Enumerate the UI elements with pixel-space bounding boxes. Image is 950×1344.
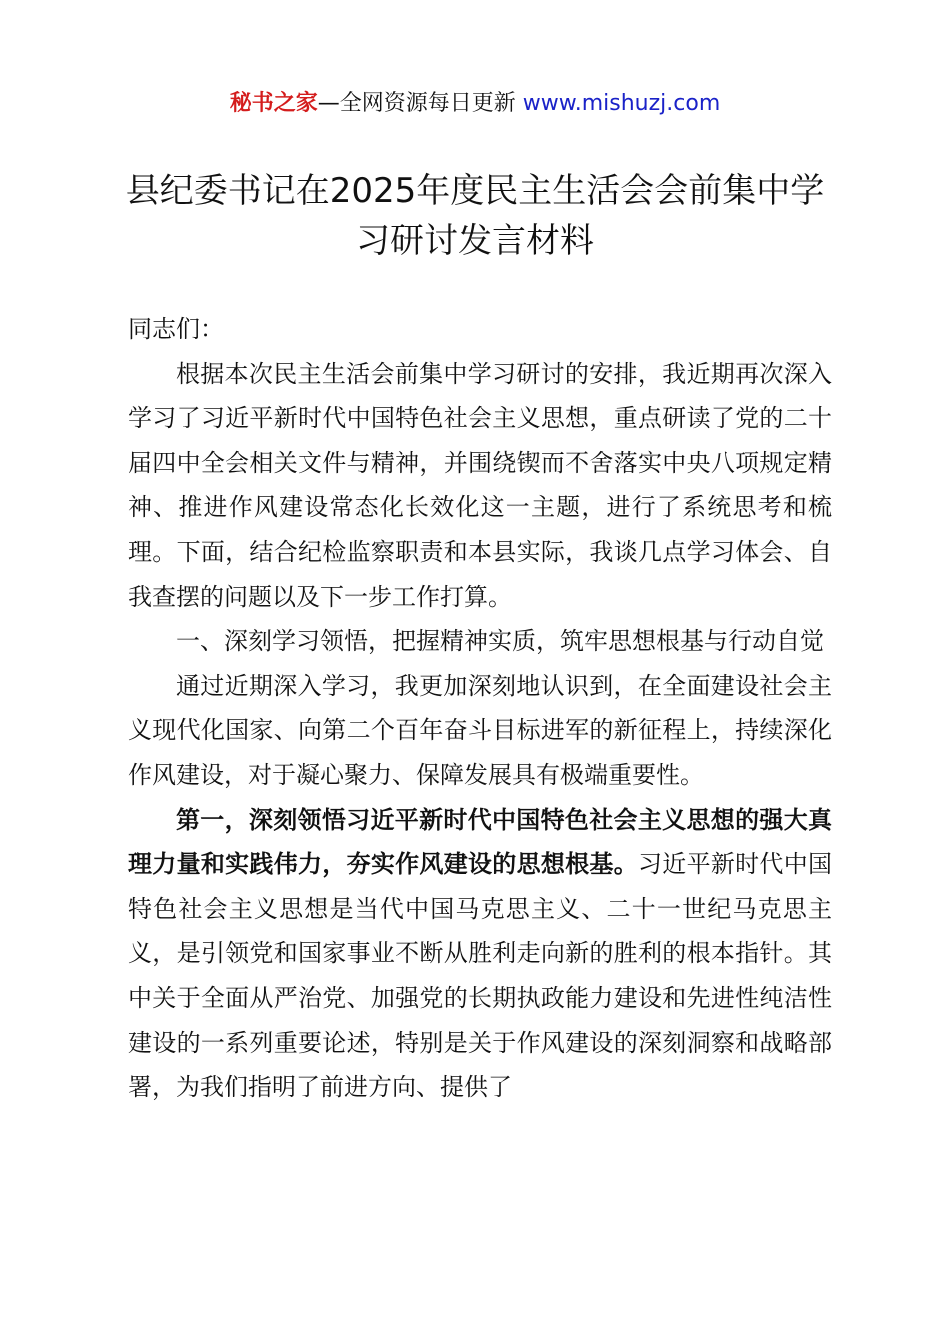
- document-body: [128, 307, 832, 1110]
- document-title: 县纪委书记在2025年度民主生活会会前集中学习研讨发言材料: [125, 171, 825, 261]
- site-name[interactable]: 秘书之家: [229, 91, 318, 116]
- paragraph-2: 通过近期深入学习，我更加深刻地认识到，在全面建设社会主义现代化国家、向第二个百年奋斗目标进军的新征程上，持续深化作风建设，对于凝心聚力、保障发展具有极端重要性。: [128, 671, 832, 789]
- site-url-link[interactable]: www.mishuzj.com: [522, 91, 721, 116]
- paragraph-3-body: 习近平新时代中国特色社会主义思想是当代中国马克思主义、二十一世纪马克思主义，是引领党和国家事业不断从胜利走向新的胜利的根本指针。其中关于全面从严治党、加强党的长期执政能力建设和先进性纯洁性建设的一系列重要论述，特别是关于作风建设的深刻洞察和战略部署，为我们指明了前进方向、提供了: [128, 850, 832, 1102]
- site-header: [0, 88, 950, 120]
- salutation: 同志们：: [128, 315, 224, 343]
- site-tagline: —全网资源每日更新: [317, 91, 516, 116]
- paragraph-intro: 根据本次民主生活会前集中学习研讨的安排，我近期再次深入学习了习近平新时代中国特色社会主义思想，重点研读了党的二十届四中全会相关文件与精神，并围绕锲而不舍落实中央八项规定精神、推进作风建设常态化长效化这一主题，进行了系统思考和梳理。下面，结合纪检监察职责和本县实际，我谈几点学习体会、自我查摆的问题以及下一步工作打算。: [128, 359, 832, 611]
- section-heading-1: 一、深刻学习领悟，把握精神实质，筑牢思想根基与行动自觉: [176, 627, 824, 656]
- paragraph-3: [128, 798, 832, 1110]
- paragraph-3-lead: 第一，深刻领悟习近平新时代中国特色社会主义思想的强大真理力量和实践伟力，夯实作风建设的思想根基。: [128, 805, 832, 879]
